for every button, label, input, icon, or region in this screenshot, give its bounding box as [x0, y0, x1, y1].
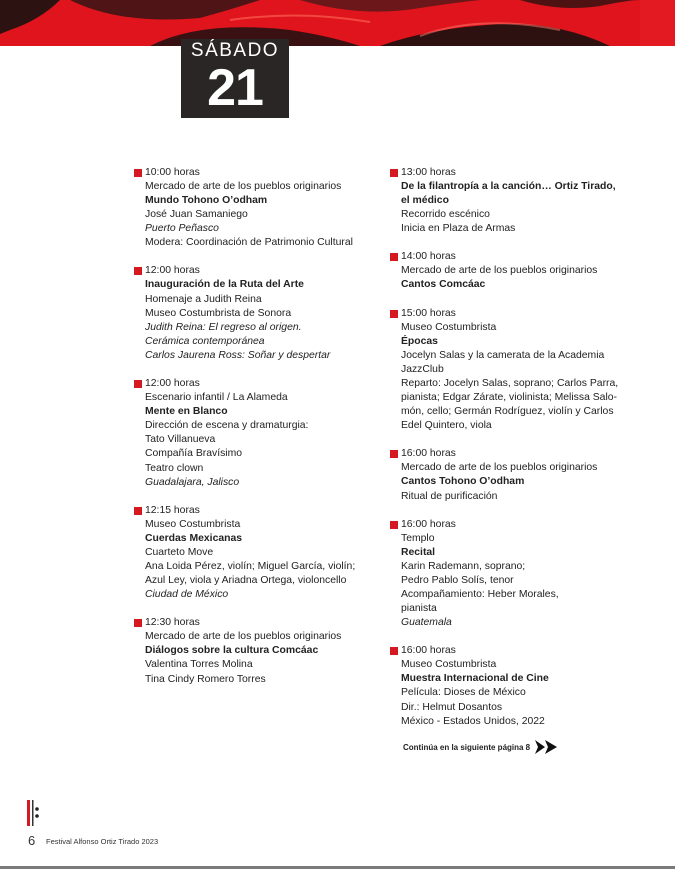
day-box	[181, 39, 289, 118]
page-number: 6	[28, 833, 36, 848]
event-time-row	[390, 307, 630, 321]
event-line: Carlos Jaurena Ross: Soñar y despertar	[145, 349, 331, 361]
event-line: Acompañamiento: Heber Morales,	[401, 588, 559, 600]
event-line: Guatemala	[401, 617, 452, 629]
event-time-row	[134, 166, 374, 180]
event-line: Cantos Comcáac	[401, 279, 486, 291]
event-time: 16:00 horas	[401, 448, 456, 460]
event-line: Jocelyn Salas y la camerata de la Academia	[401, 349, 605, 361]
event-line: Ritual de purificación	[401, 490, 498, 502]
bullet-square-icon	[134, 169, 142, 177]
event-entry	[390, 518, 630, 631]
event-line: Pedro Pablo Solís, tenor	[401, 574, 514, 586]
continue-text: Continúa en la siguiente página 8	[403, 742, 531, 752]
event-line: Mundo Tohono O’odham	[145, 195, 268, 207]
event-entry	[134, 264, 374, 363]
bullet-square-icon	[390, 169, 398, 177]
event-line: Cuerdas Mexicanas	[145, 532, 243, 544]
event-time: 16:00 horas	[401, 518, 456, 530]
event-line: Templo	[401, 532, 435, 544]
bullet-square-icon	[390, 647, 398, 655]
double-arrow-icon	[535, 740, 561, 754]
event-entry	[134, 377, 374, 490]
event-line: José Juan Samaniego	[145, 209, 248, 221]
event-time: 13:00 horas	[401, 166, 456, 178]
event-line: Recorrido escénico	[401, 209, 490, 221]
top-banner-artwork	[0, 0, 675, 46]
event-line: Azul Ley, viola y Ariadna Ortega, violoncello	[145, 575, 347, 587]
event-time-row	[390, 644, 630, 658]
event-line: Inauguración de la Ruta del Arte	[145, 279, 304, 291]
event-line: món, cello; Germán Rodríguez, violín y Carlos	[401, 406, 614, 418]
event-line: Reparto: Jocelyn Salas, soprano; Carlos Parra,	[401, 377, 619, 389]
event-line: pianista; Edgar Zárate, violinista; Melissa Salo-	[401, 392, 617, 404]
event-line: Película: Dioses de México	[401, 687, 526, 699]
event-time-row	[390, 250, 630, 264]
event-time: 14:00 horas	[401, 251, 456, 263]
event-line: Homenaje a Judith Reina	[145, 293, 262, 305]
bullet-square-icon	[134, 380, 142, 388]
event-time-row	[134, 616, 374, 630]
event-entry	[390, 447, 630, 503]
bullet-square-icon	[134, 267, 142, 275]
event-time: 12:15 horas	[145, 504, 200, 516]
event-time-row	[134, 377, 374, 391]
left-column	[134, 166, 374, 701]
event-time: 12:00 horas	[145, 377, 200, 389]
event-line: Ana Loida Pérez, violín; Miguel García, violín;	[145, 560, 356, 572]
footer-festival: Festival Alfonso Ortiz Tirado 2023	[46, 837, 159, 846]
event-line: Edel Quintero, viola	[401, 420, 492, 432]
event-line: pianista	[401, 603, 437, 615]
event-line: Mercado de arte de los pueblos originarios	[145, 631, 342, 643]
bullet-square-icon	[134, 507, 142, 515]
bullet-square-icon	[390, 253, 398, 261]
event-line: Museo Costumbrista de Sonora	[145, 307, 292, 319]
event-time-row	[390, 166, 630, 180]
right-column	[390, 166, 630, 743]
event-line: Compañía Bravísimo	[145, 448, 243, 460]
bullet-square-icon	[134, 619, 142, 627]
event-line: Mente en Blanco	[145, 406, 228, 418]
event-entry	[134, 616, 374, 686]
bullet-square-icon	[390, 310, 398, 318]
event-line: Karin Rademann, soprano;	[401, 560, 526, 572]
event-entry	[134, 504, 374, 603]
event-line: Teatro clown	[145, 462, 204, 474]
event-line: JazzClub	[401, 363, 444, 375]
bullet-square-icon	[390, 450, 398, 458]
event-time: 10:00 horas	[145, 166, 200, 178]
event-time: 15:00 horas	[401, 307, 456, 319]
event-entry	[390, 307, 630, 434]
event-line: Dirección de escena y dramaturgia:	[145, 420, 309, 432]
event-line: Museo Costumbrista	[401, 321, 497, 333]
event-line: Épocas	[401, 335, 438, 347]
event-line: Valentina Torres Molina	[145, 659, 253, 671]
day-number: 21	[207, 59, 263, 117]
event-line: Museo Costumbrista	[145, 518, 241, 530]
event-time-row	[134, 264, 374, 278]
event-line: Museo Costumbrista	[401, 659, 497, 671]
event-time-row	[134, 504, 374, 518]
event-line: Inicia en Plaza de Armas	[401, 223, 516, 235]
event-time-row	[390, 447, 630, 461]
event-line: Recital	[401, 546, 436, 558]
event-line: Cerámica contemporánea	[145, 335, 265, 347]
event-line: Escenario infantil / La Alameda	[145, 392, 288, 404]
event-line: Tato Villanueva	[145, 434, 216, 446]
event-line: Guadalajara, Jalisco	[145, 476, 240, 488]
event-line: Judith Reina: El regreso al origen.	[145, 321, 302, 333]
event-line: Puerto Peñasco	[145, 223, 219, 235]
continue-note[interactable]	[403, 740, 561, 754]
bullet-square-icon	[390, 521, 398, 529]
event-line: el médico	[401, 195, 449, 207]
event-line: Diálogos sobre la cultura Comcáac	[145, 645, 319, 657]
event-time-row	[390, 518, 630, 532]
event-time: 12:30 horas	[145, 617, 200, 629]
event-line: Mercado de arte de los pueblos originarios	[145, 181, 342, 192]
event-line: Mercado de arte de los pueblos originarios	[401, 462, 598, 474]
event-line: México - Estados Unidos, 2022	[401, 715, 545, 727]
event-time: 12:00 horas	[145, 265, 200, 277]
event-line: De la filantropía a la canción… Ortiz Tirado,	[401, 181, 616, 192]
event-line: Cantos Tohono O’odham	[401, 476, 525, 488]
event-line: Dir.: Helmut Dosantos	[401, 701, 503, 713]
banner-strokes	[0, 0, 675, 46]
event-time: 16:00 horas	[401, 645, 456, 657]
day-name: SÁBADO	[190, 40, 280, 61]
event-line: Modera: Coordinación de Patrimonio Cultural	[145, 237, 353, 249]
event-entry	[390, 166, 630, 236]
event-line: Mercado de arte de los pueblos originarios	[401, 265, 598, 277]
event-entry	[390, 250, 630, 292]
event-line: Ciudad de México	[145, 589, 229, 601]
event-line: Tina Cindy Romero Torres	[145, 673, 266, 685]
event-entry	[134, 166, 374, 250]
event-line: Cuarteto Move	[145, 546, 214, 558]
festival-logo-icon	[25, 800, 43, 828]
event-entry	[390, 644, 630, 728]
event-line: Muestra Internacional de Cine	[401, 673, 549, 685]
